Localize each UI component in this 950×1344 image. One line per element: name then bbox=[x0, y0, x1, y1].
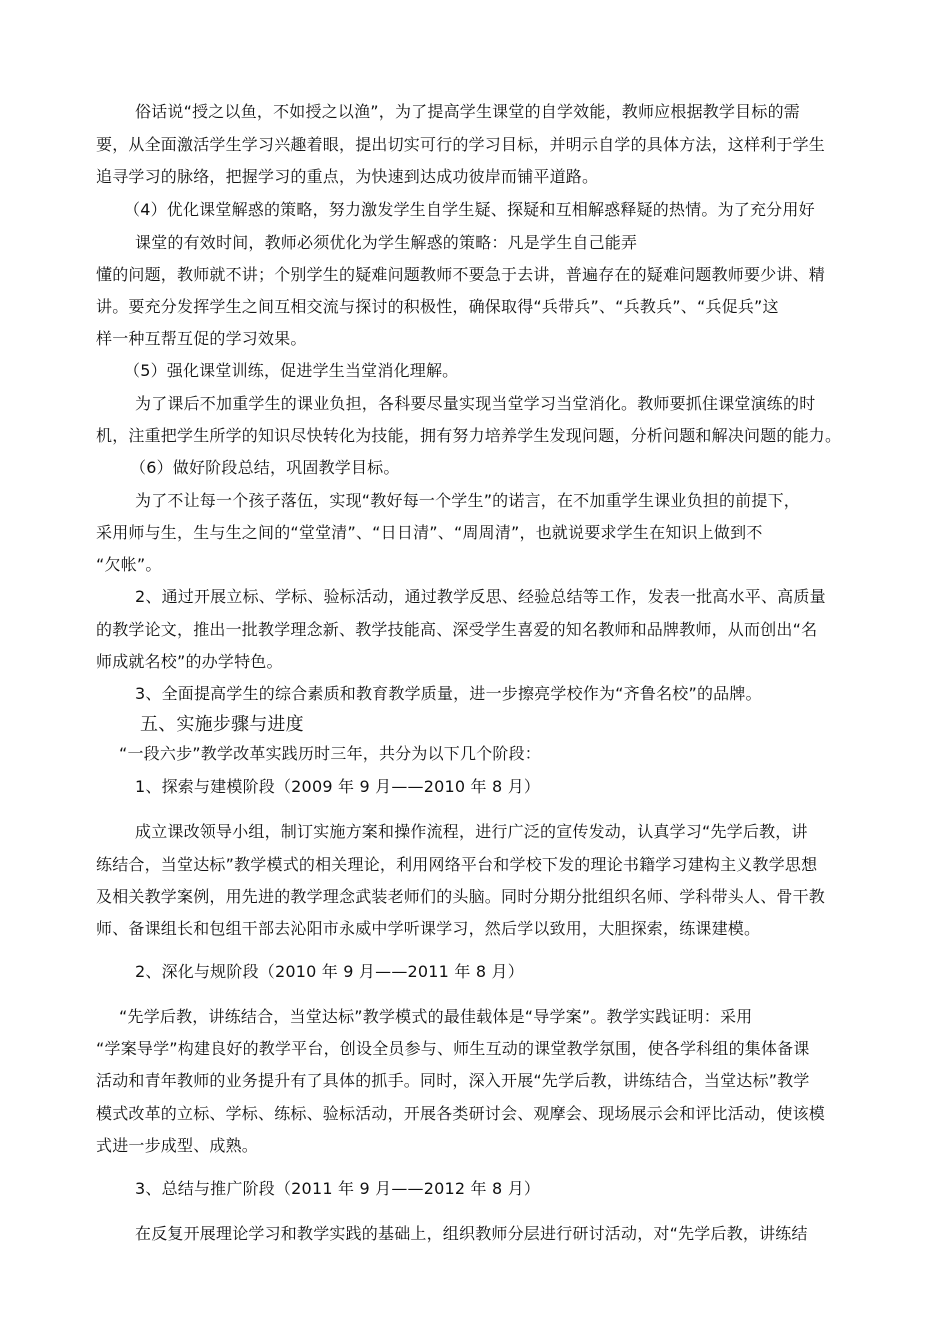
paragraph-line: “学案导学”构建良好的教学平台，创设全员参与、师生互动的课堂教学氛围，使各学科组的集体备课 bbox=[96, 1039, 810, 1058]
paragraph-line: 讲。要充分发挥学生之间互相交流与探讨的积极性，确保取得“兵带兵”、“兵教兵”、“兵促兵”这 bbox=[96, 297, 779, 316]
paragraph-line: 机，注重把学生所学的知识尽快转化为技能，拥有努力培养学生发现问题，分析问题和解决问题的能力。 bbox=[96, 426, 842, 445]
paragraph-line: 师成就名校”的办学特色。 bbox=[96, 652, 283, 671]
paragraph-line: 成立课改领导小组，制订实施方案和操作流程，进行广泛的宣传发动，认真学习“先学后教，讲 bbox=[135, 822, 808, 841]
paragraph-line: （6）做好阶段总结，巩固教学目标。 bbox=[130, 458, 400, 477]
paragraph-line: 3、全面提高学生的综合素质和教育教学质量，进一步擦亮学校作为“齐鲁名校”的品牌。 bbox=[135, 684, 762, 703]
paragraph-line: 样一种互帮互促的学习效果。 bbox=[96, 329, 307, 348]
paragraph-line: 活动和青年教师的业务提升有了具体的抓手。同时，深入开展“先学后教，讲练结合，当堂达标”教学 bbox=[96, 1071, 810, 1090]
subsection-heading: 1、探索与建模阶段（2009 年 9 月——2010 年 8 月） bbox=[135, 777, 541, 796]
paragraph-line: 俗话说“授之以鱼，不如授之以渔”，为了提高学生课堂的自学效能，教师应根据教学目标的需 bbox=[135, 102, 800, 121]
paragraph-line: 为了不让每一个孩子落伍，实现“教好每一个学生”的诺言，在不加重学生课业负担的前提下， bbox=[135, 491, 800, 510]
paragraph-line: 课堂的有效时间，教师必须优化为学生解惑的策略：凡是学生自己能弄 bbox=[135, 233, 638, 252]
paragraph-line: 及相关教学案例，用先进的教学理念武装老师们的头脑。同时分期分批组织名师、学科带头人、骨干教 bbox=[96, 887, 826, 906]
paragraph-line: 模式改革的立标、学标、练标、验标活动，开展各类研讨会、观摩会、现场展示会和评比活动，使该模 bbox=[96, 1104, 826, 1123]
paragraph-line: 练结合，当堂达标”教学模式的相关理论，利用网络平台和学校下发的理论书籍学习建构主义教学思想 bbox=[96, 855, 818, 874]
paragraph-line: 追寻学习的脉络，把握学习的重点，为快速到达成功彼岸而铺平道路。 bbox=[96, 167, 599, 186]
paragraph-line: 式进一步成型、成熟。 bbox=[96, 1136, 259, 1155]
paragraph-line: 2、通过开展立标、学标、验标活动，通过教学反思、经验总结等工作，发表一批高水平、高质量 bbox=[135, 587, 826, 606]
paragraph-line: “先学后教，讲练结合，当堂达标”教学模式的最佳载体是“导学案”。教学实践证明：采用 bbox=[119, 1007, 753, 1026]
section-heading: 五、实施步骤与进度 bbox=[140, 714, 304, 735]
paragraph-line: （4）优化课堂解惑的策略，努力激发学生自学生疑、探疑和互相解惑释疑的热情。为了充分用好 bbox=[124, 200, 815, 219]
paragraph-line: “一段六步”教学改革实践历时三年，共分为以下几个阶段： bbox=[119, 744, 541, 763]
paragraph-line: 懂的问题，教师就不讲；个别学生的疑难问题教师不要急于去讲，普遍存在的疑难问题教师要少讲、精 bbox=[96, 265, 826, 284]
paragraph-line: 在反复开展理论学习和教学实践的基础上，组织教师分层进行研讨活动，对“先学后教，讲练结 bbox=[135, 1224, 808, 1243]
paragraph-line: 为了课后不加重学生的课业负担，各科要尽量实现当堂学习当堂消化。教师要抓住课堂演练的时 bbox=[135, 394, 816, 413]
paragraph-line: （5）强化课堂训练，促进学生当堂消化理解。 bbox=[124, 361, 459, 380]
paragraph-line: “欠帐”。 bbox=[96, 555, 162, 574]
paragraph-line: 采用师与生，生与生之间的“堂堂清”、“日日清”、“周周清”，也就说要求学生在知识上做到不 bbox=[96, 523, 763, 542]
paragraph-line: 要，从全面激活学生学习兴趣着眼，提出切实可行的学习目标，并明示自学的具体方法，这样利于学生 bbox=[96, 135, 826, 154]
paragraph-line: 师、备课组长和包组干部去沁阳市永威中学听课学习，然后学以致用，大胆探索，练课建模。 bbox=[96, 919, 761, 938]
paragraph-line: 的教学论文，推出一批教学理念新、教学技能高、深受学生喜爱的知名教师和品牌教师，从而创出“名 bbox=[96, 620, 818, 639]
subsection-heading: 3、总结与推广阶段（2011 年 9 月——2012 年 8 月） bbox=[135, 1179, 541, 1198]
subsection-heading: 2、深化与规阶段（2010 年 9 月——2011 年 8 月） bbox=[135, 962, 524, 981]
